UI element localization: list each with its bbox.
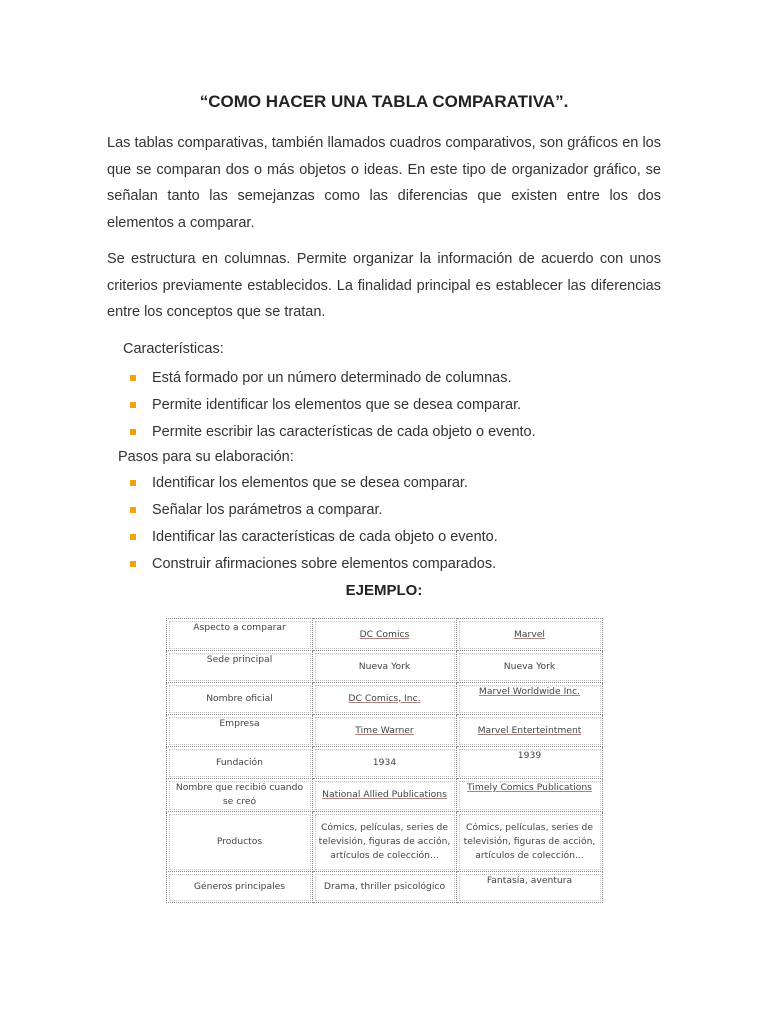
bullet-icon — [130, 534, 136, 540]
ejemplo-heading: EJEMPLO: — [345, 582, 423, 599]
table-row — [167, 619, 603, 651]
table-cell: Géneros principales — [167, 872, 313, 903]
table-cell: National Allied Publications — [313, 779, 457, 812]
table-cell: Fundación — [167, 747, 313, 779]
table-row — [167, 651, 603, 683]
table-cell: Marvel — [457, 619, 603, 651]
list-item: Señalar los parámetros a comparar. — [130, 497, 498, 524]
list-item: Identificar las características de cada objeto o evento. — [130, 524, 498, 551]
table-row — [167, 683, 603, 715]
comparison-table — [166, 618, 603, 903]
table-cell: Cómics, películas, series de televisión, figuras de acción, artículos de colección... — [457, 812, 603, 872]
table-cell: Empresa — [167, 715, 313, 747]
table-row — [167, 779, 603, 812]
list-item: Está formado por un número determinado de columnas. — [130, 365, 536, 392]
table-cell: Timely Comics Publications — [457, 779, 603, 812]
list-item: Permite escribir las características de cada objeto o evento. — [130, 419, 536, 446]
table-cell: Time Warner — [313, 715, 457, 747]
caracteristicas-label: Características: — [123, 341, 224, 357]
list-item: Identificar los elementos que se desea comparar. — [130, 470, 498, 497]
table-cell: 1939 — [457, 747, 603, 779]
bullet-icon — [130, 429, 136, 435]
list-item: Construir afirmaciones sobre elementos comparados. — [130, 551, 498, 578]
table-row — [167, 747, 603, 779]
bullet-icon — [130, 561, 136, 567]
table-cell: Nueva York — [457, 651, 603, 683]
table-cell: 1934 — [313, 747, 457, 779]
bullet-icon — [130, 480, 136, 486]
table-cell: Marvel Enterteintment — [457, 715, 603, 747]
table-row — [167, 812, 603, 872]
structure-paragraph: Se estructura en columnas. Permite organizar la información de acuerdo con unos criterios previamente establecidos. La finalidad principal es establecer las diferencias entre los conceptos que se tratan. — [107, 251, 661, 320]
caracteristicas-list — [130, 365, 536, 446]
bullet-icon — [130, 375, 136, 381]
table-cell: Marvel Worldwide Inc. — [457, 683, 603, 715]
table-cell: DC Comics — [313, 619, 457, 651]
pasos-label: Pasos para su elaboración: — [118, 449, 294, 465]
table-cell: Nombre que recibió cuando se creó — [167, 779, 313, 812]
table-cell: Cómics, películas, series de televisión, figuras de acción, artículos de colección... — [313, 812, 457, 872]
intro-paragraph: Las tablas comparativas, también llamados cuadros comparativos, son gráficos en los que se comparan dos o más objetos o ideas. En este tipo de organizador gráfico, se señalan tanto las semejanzas como las diferencias que existen entre los dos elementos a comparar. — [107, 135, 661, 231]
table-cell: Nueva York — [313, 651, 457, 683]
table-row — [167, 715, 603, 747]
document-title: “COMO HACER UNA TABLA COMPARATIVA”. — [199, 92, 569, 111]
list-item: Permite identificar los elementos que se desea comparar. — [130, 392, 536, 419]
table-cell: DC Comics, Inc. — [313, 683, 457, 715]
table-cell: Productos — [167, 812, 313, 872]
bullet-icon — [130, 402, 136, 408]
pasos-list — [130, 470, 498, 578]
table-row — [167, 872, 603, 903]
table-cell: Nombre oficial — [167, 683, 313, 715]
table-cell: Sede principal — [167, 651, 313, 683]
table-cell: Aspecto a comparar — [167, 619, 313, 651]
table-cell: Fantasía, aventura — [457, 872, 603, 903]
table-cell: Drama, thriller psicológico — [313, 872, 457, 903]
bullet-icon — [130, 507, 136, 513]
